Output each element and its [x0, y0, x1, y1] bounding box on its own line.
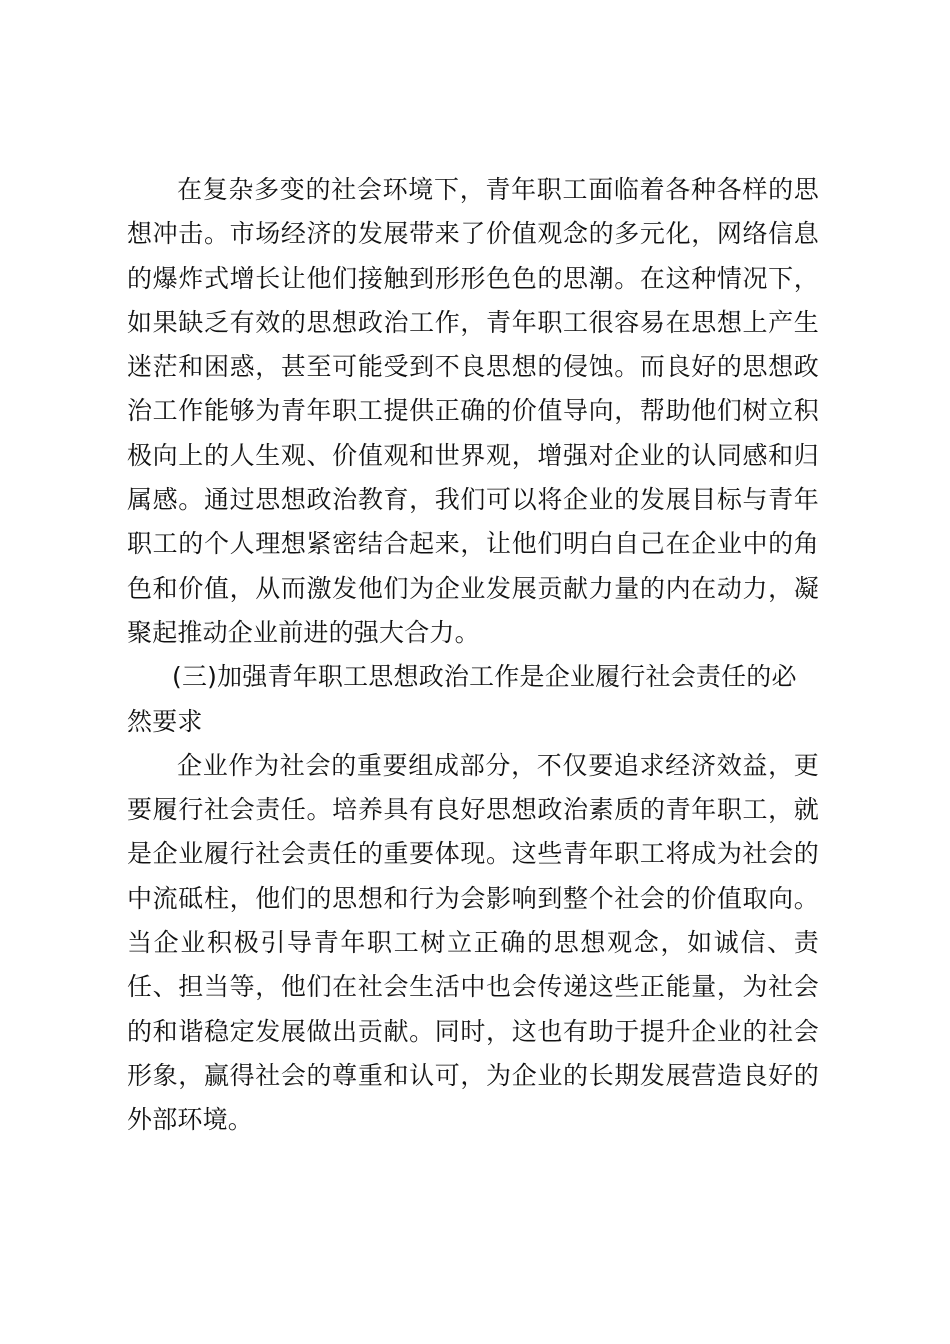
document-body [127, 168, 819, 1143]
body-paragraph-2: 企业作为社会的重要组成部分，不仅要追求经济效益，更要履行社会责任。培养具有良好思想政治素质的青年职工，就是企业履行社会责任的重要体现。这些青年职工将成为社会的中流砥柱，他们的思想和行为会影响到整个社会的价值取向。当企业积极引导青年职工树立正确的思想观念，如诚信、责任、担当等，他们在社会生活中也会传递这些正能量，为社会的和谐稳定发展做出贡献。同时，这也有助于提升企业的社会形象，赢得社会的尊重和认可，为企业的长期发展营造良好的外部环境。 [127, 750, 819, 1135]
section-heading: (三)加强青年职工思想政治工作是企业履行社会责任的必然要求 [127, 662, 797, 736]
body-paragraph-1: 在复杂多变的社会环境下，青年职工面临着各种各样的思想冲击。市场经济的发展带来了价值观念的多元化，网络信息的爆炸式增长让他们接触到形形色色的思潮。在这种情况下，如果缺乏有效的思想政治工作，青年职工很容易在思想上产生迷茫和困惑，甚至可能受到不良思想的侵蚀。而良好的思想政治工作能够为青年职工提供正确的价值导向，帮助他们树立积极向上的人生观、价值观和世界观，增强对企业的认同感和归属感。通过思想政治教育，我们可以将企业的发展目标与青年职工的个人理想紧密结合起来，让他们明白自己在企业中的角色和价值，从而激发他们为企业发展贡献力量的内在动力，凝聚起推动企业前进的强大合力。 [127, 175, 819, 647]
